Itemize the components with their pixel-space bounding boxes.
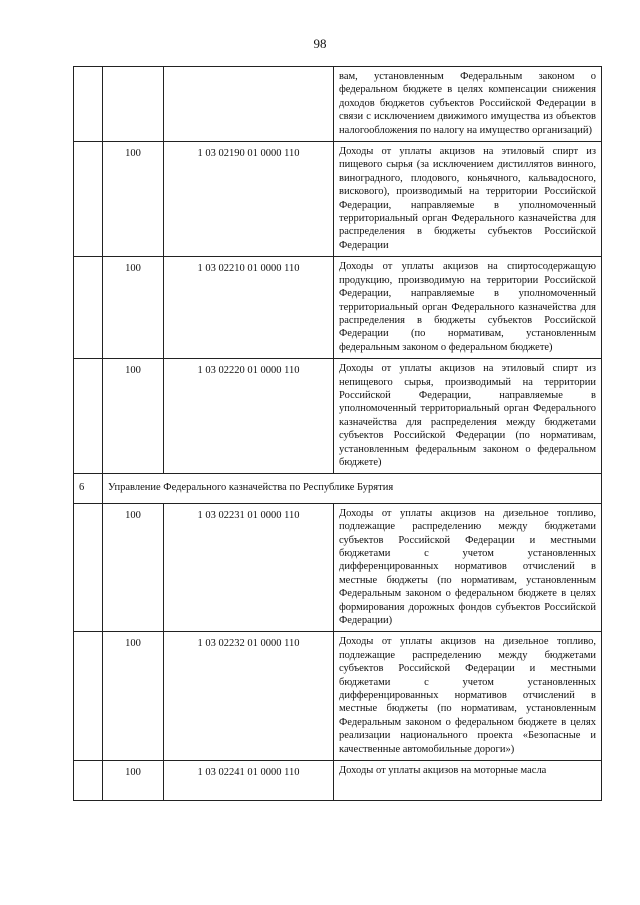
- revenue-codes-table: [73, 66, 602, 801]
- section-row: [74, 474, 602, 503]
- budget-code-cell: 1 03 02232 01 0000 110: [164, 632, 334, 761]
- table-row: [74, 359, 602, 474]
- description-cell: Доходы от уплаты акцизов на дизельное топливо, подлежащие распределению между бюджетами субъектов Российской Федерации и местными бюджетами с учетом установленных дифференцированных нормативов отчислений в местные бюджеты (по нормативам, установленным Федеральным законом о федеральном бюджете в целях реализации национального проекта «Безопасные и качественные автомобильные дороги»): [334, 632, 602, 761]
- admin-code-cell: [103, 67, 164, 142]
- description-cell: Доходы от уплаты акцизов на дизельное топливо, подлежащие распределению между бюджетами субъектов Российской Федерации и местными бюджетами с учетом установленных дифференцированных нормативов отчислений в местные бюджеты (по нормативам, установленным Федеральным законом о федеральном бюджете в целях формирования дорожных фондов субъектов Российской Федерации): [334, 503, 602, 632]
- section-number: 6: [74, 474, 103, 503]
- description-cell: Доходы от уплаты акцизов на спиртосодержащую продукцию, производимую на территории Российской Федерации, направляемые в уполномоченный территориальный орган Федерального казначейства для распределения в бюджеты субъектов Российской Федерации (по нормативам, установленным федеральным законом о федеральном бюджете): [334, 257, 602, 359]
- budget-code-cell: [164, 67, 334, 142]
- row-number-cell: [74, 761, 103, 801]
- table-row: [74, 142, 602, 257]
- budget-code-cell: 1 03 02190 01 0000 110: [164, 142, 334, 257]
- row-number-cell: [74, 257, 103, 359]
- admin-code-cell: 100: [103, 257, 164, 359]
- row-number-cell: [74, 632, 103, 761]
- table-row: [74, 632, 602, 761]
- admin-code-cell: 100: [103, 632, 164, 761]
- admin-code-cell: 100: [103, 503, 164, 632]
- table-row: [74, 257, 602, 359]
- budget-code-cell: 1 03 02220 01 0000 110: [164, 359, 334, 474]
- section-title: Управление Федерального казначейства по Республике Бурятия: [103, 474, 602, 503]
- admin-code-cell: 100: [103, 142, 164, 257]
- description-cell: Доходы от уплаты акцизов на этиловый спирт из пищевого сырья (за исключением дистиллятов винного, виноградного, плодового, коньячного, кальвадосного, вискового), производимый на территории Российской Федерации, направляемые в уполномоченный территориальный орган Федерального казначейства для распределения в бюджеты субъектов Российской Федерации: [334, 142, 602, 257]
- table-row: [74, 67, 602, 142]
- admin-code-cell: 100: [103, 359, 164, 474]
- row-number-cell: [74, 503, 103, 632]
- page-number: 98: [313, 36, 327, 51]
- admin-code-cell: 100: [103, 761, 164, 801]
- budget-code-cell: 1 03 02241 01 0000 110: [164, 761, 334, 801]
- budget-code-cell: 1 03 02231 01 0000 110: [164, 503, 334, 632]
- description-cell: Доходы от уплаты акцизов на моторные масла: [334, 761, 602, 801]
- row-number-cell: [74, 142, 103, 257]
- description-cell: вам, установленным Федеральным законом о федеральном бюджете в целях компенсации снижения доходов бюджетов субъектов Российской Федерации в связи с исключением движимого имущества из объектов налогообложения по налогу на имущество организаций): [334, 67, 602, 142]
- table-row: [74, 503, 602, 632]
- budget-code-cell: 1 03 02210 01 0000 110: [164, 257, 334, 359]
- row-number-cell: [74, 359, 103, 474]
- row-number-cell: [74, 67, 103, 142]
- description-cell: Доходы от уплаты акцизов на этиловый спирт из непищевого сырья, производимый на территории Российской Федерации, направляемые в уполномоченный территориальный орган Федерального казначейства для распределения между бюджетами субъектов Российской Федерации (по нормативам, установленным федеральным законом о федеральном бюджете): [334, 359, 602, 474]
- table-row: [74, 761, 602, 801]
